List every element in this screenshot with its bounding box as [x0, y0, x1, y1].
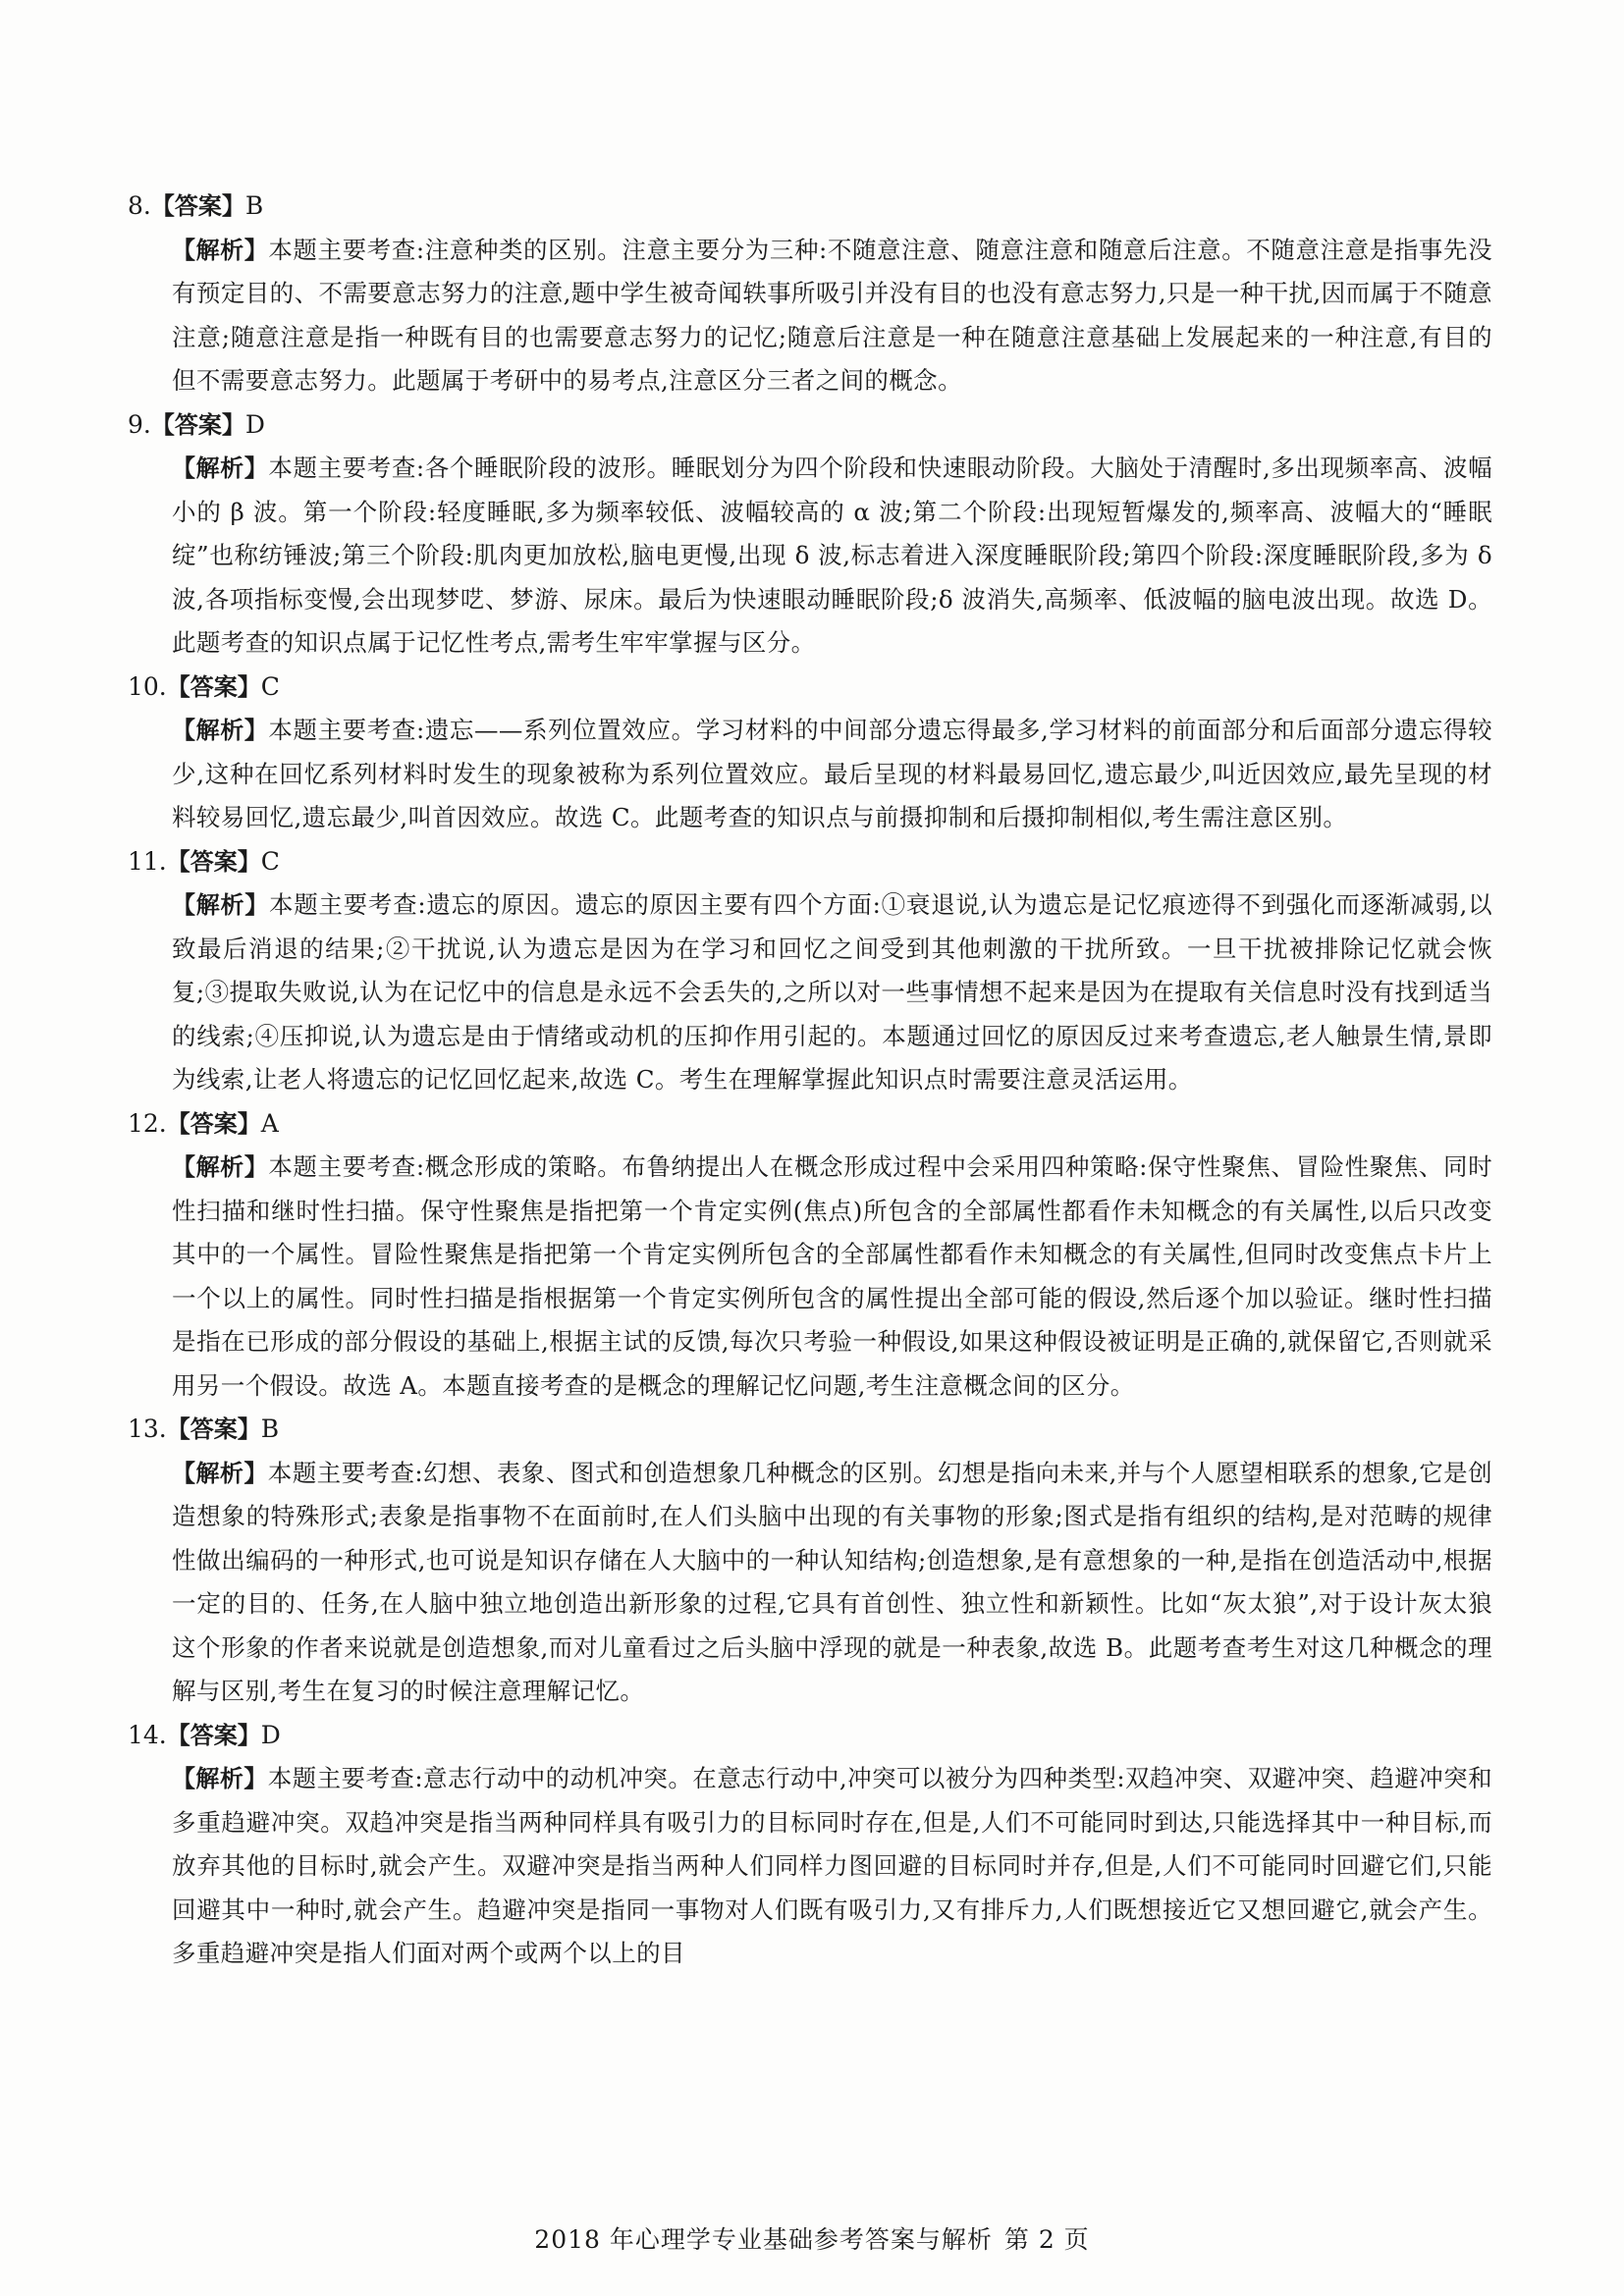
answer-item-9 — [128, 403, 1502, 666]
question-number: 8. — [128, 191, 151, 220]
question-number: 12. — [128, 1108, 167, 1138]
question-number: 10. — [128, 671, 167, 701]
analysis-tag: 【解析】 — [172, 1765, 268, 1792]
answer-tag: 【答案】 — [150, 410, 245, 439]
page-footer — [0, 2220, 1624, 2256]
question-number: 9. — [128, 409, 151, 439]
answer-item-8 — [128, 185, 1502, 403]
analysis-tag: 【解析】 — [172, 891, 269, 919]
answer-line — [128, 1714, 1502, 1758]
analysis-text: 本题主要考查:各个睡眠阶段的波形。睡眠划分为四个阶段和快速眼动阶段。大脑处于清醒时,多出现频率高、波幅小的 β 波。第一个阶段:轻度睡眠,多为频率较低、波幅较高的 α 波;第二个阶段:出现短暂爆发的,频率高、波幅大的“睡眠绽”也称纺锤波;第三个阶段:肌肉更加放松,脑电更慢,出现 δ 波,标志着进入深度睡眠阶段;第四个阶段:深度睡眠阶段,多为 δ 波,各项指标变慢,会出现梦呓、梦游、尿床。最后为快速眼动睡眠阶段;δ 波消失,高频率、低波幅的脑电波出现。故选 D。此题考查的知识点属于记忆性考点,需考生牢牢掌握与区分。 — [172, 454, 1492, 657]
analysis-paragraph — [172, 1757, 1492, 1976]
answer-item-10 — [128, 666, 1502, 840]
analysis-text: 本题主要考查:注意种类的区别。注意主要分为三种:不随意注意、随意注意和随意后注意。不随意注意是指事先没有预定目的、不需要意志努力的注意,题中学生被奇闻轶事所吸引并没有目的也没有意志努力,只是一种干扰,因而属于不随意注意;随意注意是指一种既有目的也需要意志努力的记忆;随意后注意是一种在随意注意基础上发展起来的一种注意,有目的但不需要意志努力。此题属于考研中的易考点,注意区分三者之间的概念。 — [172, 235, 1492, 395]
analysis-text: 本题主要考查:幻想、表象、图式和创造想象几种概念的区别。幻想是指向未来,并与个人愿望相联系的想象,它是创造想象的特殊形式;表象是指事物不在面前时,在人们头脑中出现的有关事物的形象;图式是指有组织的结构,是对范畴的规律性做出编码的一种形式,也可说是知识存储在人大脑中的一种认知结构;创造想象,是有意想象的一种,是指在创造活动中,根据一定的目的、任务,在人脑中独立地创造出新形象的过程,它具有首创性、独立性和新颖性。比如“灰太狼”,对于设计灰太狼这个形象的作者来说就是创造想象,而对儿童看过之后头脑中浮现的就是一种表象,故选 B。此题考查考生对这几种概念的理解与区别,考生在复习的时候注意理解记忆。 — [172, 1458, 1492, 1705]
answer-tag: 【答案】 — [150, 192, 245, 220]
analysis-paragraph — [172, 1146, 1492, 1408]
answer-value: C — [260, 671, 280, 701]
answer-tag: 【答案】 — [166, 847, 261, 876]
analysis-text: 本题主要考查:意志行动中的动机冲突。在意志行动中,冲突可以被分为四种类型:双趋冲突、双避冲突、趋避冲突和多重趋避冲突。双趋冲突是指当两种同样具有吸引力的目标同时存在,但是,人们不可能同时到达,只能选择其中一种目标,而放弃其他的目标时,就会产生。双避冲突是指当两种人们同样力图回避的目标同时并存,但是,人们不可能同时回避它们,只能回避其中一种时,就会产生。趋避冲突是指同一事物对人们既有吸引力,又有排斥力,人们既想接近它又想回避它,就会产生。多重趋避冲突是指人们面对两个或两个以上的目 — [172, 1764, 1492, 1967]
answer-tag: 【答案】 — [166, 1721, 261, 1749]
answer-line — [128, 840, 1502, 884]
answer-line — [128, 403, 1502, 448]
answer-item-12 — [128, 1102, 1502, 1409]
answer-value: B — [244, 191, 264, 220]
answer-tag: 【答案】 — [166, 1109, 261, 1138]
answer-line — [128, 1102, 1502, 1147]
answer-value: C — [260, 846, 280, 876]
answer-item-13 — [128, 1408, 1502, 1714]
question-number: 11. — [128, 846, 167, 876]
answer-value: B — [260, 1415, 280, 1443]
analysis-tag: 【解析】 — [172, 1459, 268, 1487]
analysis-tag: 【解析】 — [172, 1153, 269, 1181]
answer-item-14 — [128, 1714, 1502, 1976]
answer-value: D — [244, 409, 265, 439]
analysis-tag: 【解析】 — [172, 717, 269, 744]
page-number: 第 2 页 — [1003, 2225, 1090, 2254]
answer-value: A — [260, 1108, 279, 1138]
question-number: 13. — [128, 1415, 167, 1443]
answer-line — [128, 666, 1502, 710]
analysis-text: 本题主要考查:遗忘——系列位置效应。学习材料的中间部分遗忘得最多,学习材料的前面部分和后面部分遗忘得较少,这种在回忆系列材料时发生的现象被称为系列位置效应。最后呈现的材料最易回忆,遗忘最少,叫近因效应,最先呈现的材料较易回忆,遗忘最少,叫首因效应。故选 C。此题考查的知识点与前摄抑制和后摄抑制相似,考生需注意区别。 — [172, 716, 1492, 831]
analysis-paragraph — [172, 709, 1492, 840]
analysis-paragraph — [172, 229, 1492, 403]
answer-value: D — [260, 1720, 281, 1749]
footer-title: 2018 年心理学专业基础参考答案与解析 — [534, 2225, 993, 2254]
analysis-tag: 【解析】 — [172, 454, 269, 482]
analysis-paragraph — [172, 1452, 1492, 1714]
answer-item-11 — [128, 840, 1502, 1102]
answer-tag: 【答案】 — [166, 672, 261, 701]
analysis-text: 本题主要考查:遗忘的原因。遗忘的原因主要有四个方面:①衰退说,认为遗忘是记忆痕迹得不到强化而逐渐减弱,以致最后消退的结果;②干扰说,认为遗忘是因为在学习和回忆之间受到其他刺激的干扰所致。一旦干扰被排除记忆就会恢复;③提取失败说,认为在记忆中的信息是永远不会丢失的,之所以对一些事情想不起来是因为在提取有关信息时没有找到适当的线索;④压抑说,认为遗忘是由于情绪或动机的压抑作用引起的。本题通过回忆的原因反过来考查遗忘,老人触景生情,景即为线索,让老人将遗忘的记忆回忆起来,故选 C。考生在理解掌握此知识点时需要注意灵活运用。 — [172, 890, 1492, 1094]
answer-line — [128, 185, 1502, 229]
analysis-text: 本题主要考查:概念形成的策略。布鲁纳提出人在概念形成过程中会采用四种策略:保守性聚焦、冒险性聚焦、同时性扫描和继时性扫描。保守性聚焦是指把第一个肯定实例(焦点)所包含的全部属性都看作未知概念的有关属性,以后只改变其中的一个属性。冒险性聚焦是指把第一个肯定实例所包含的全部属性都看作未知概念的有关属性,但同时改变焦点卡片上一个以上的属性。同时性扫描是指根据第一个肯定实例所包含的属性提出全部可能的假设,然后逐个加以验证。继时性扫描是指在已形成的部分假设的基础上,根据主试的反馈,每次只考验一种假设,如果这种假设被证明是正确的,就保留它,否则就采用另一个假设。故选 A。本题直接考查的是概念的理解记忆问题,考生注意概念间的区分。 — [172, 1152, 1492, 1400]
answer-tag: 【答案】 — [166, 1415, 261, 1443]
analysis-paragraph — [172, 447, 1492, 666]
analysis-tag: 【解析】 — [172, 236, 269, 264]
answer-list — [128, 185, 1502, 1976]
analysis-paragraph — [172, 883, 1492, 1102]
question-number: 14. — [128, 1720, 167, 1749]
answer-line — [128, 1408, 1502, 1452]
